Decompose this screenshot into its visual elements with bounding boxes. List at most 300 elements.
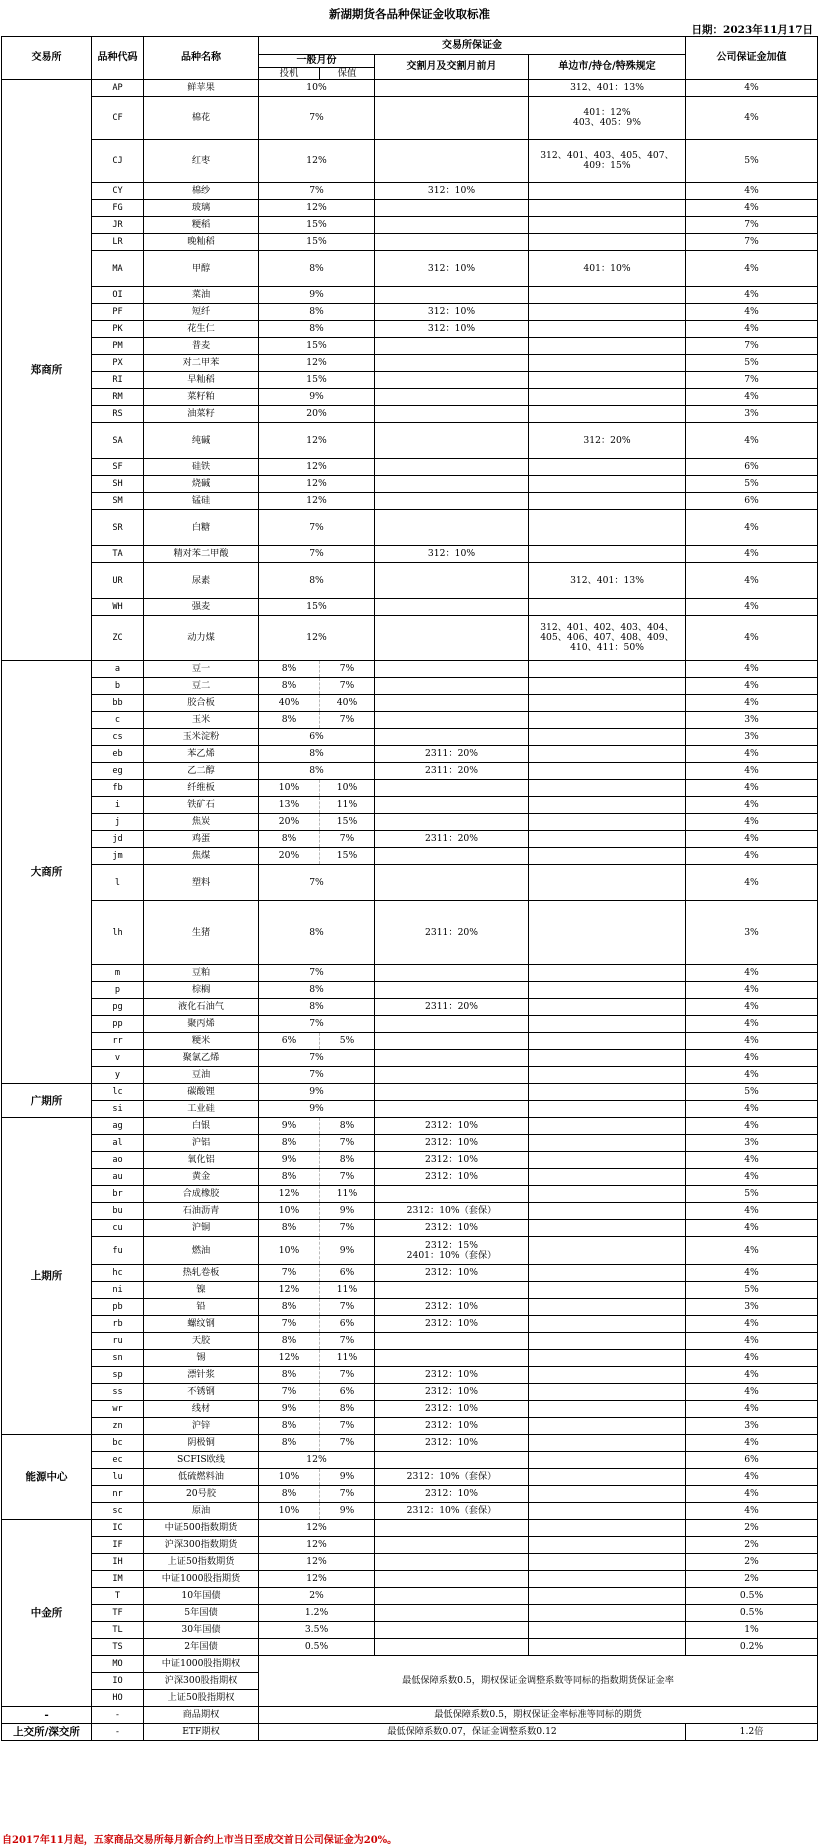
- spec-margin-cell: 8%: [259, 1435, 320, 1452]
- name-cell: 原油: [144, 1503, 259, 1520]
- code-cell: -: [92, 1724, 144, 1741]
- code-cell: IC: [92, 1520, 144, 1537]
- spec-margin-cell: 7%: [259, 1384, 320, 1401]
- company-add-cell: 4%: [686, 1316, 818, 1333]
- special-rule-cell: [529, 1152, 686, 1169]
- company-add-cell: 4%: [686, 814, 818, 831]
- special-rule-cell: [529, 1367, 686, 1384]
- name-cell: 普麦: [144, 338, 259, 355]
- hedge-margin-cell: 9%: [320, 1469, 375, 1486]
- table-row: [2, 459, 818, 476]
- company-add-cell: 3%: [686, 1135, 818, 1152]
- special-rule-cell: [529, 1067, 686, 1084]
- special-rule-cell: [529, 599, 686, 616]
- company-add-cell: 4%: [686, 797, 818, 814]
- general-margin-cell: 1.2%: [259, 1605, 375, 1622]
- special-rule-cell: [529, 661, 686, 678]
- general-margin-cell: 9%: [259, 1084, 375, 1101]
- table-row: [2, 140, 818, 183]
- table-row: [2, 372, 818, 389]
- name-cell: SCFIS欧线: [144, 1452, 259, 1469]
- header-exchange: 交易所: [2, 37, 92, 80]
- delivery-margin-cell: [375, 476, 529, 493]
- table-row: [2, 1350, 818, 1367]
- company-add-cell: 4%: [686, 746, 818, 763]
- company-add-cell: 3%: [686, 712, 818, 729]
- code-cell: nr: [92, 1486, 144, 1503]
- special-rule-cell: [529, 1605, 686, 1622]
- name-cell: 上证50股指期权: [144, 1690, 259, 1707]
- company-add-cell: 0.2%: [686, 1639, 818, 1656]
- exchange-cell: 大商所: [2, 661, 92, 1084]
- header-hedge: 保值: [320, 68, 375, 80]
- general-margin-cell: 9%: [259, 389, 375, 406]
- delivery-margin-cell: [375, 814, 529, 831]
- code-cell: ru: [92, 1333, 144, 1350]
- general-margin-cell: 12%: [259, 1554, 375, 1571]
- spec-margin-cell: 8%: [259, 1333, 320, 1350]
- hedge-margin-cell: 8%: [320, 1152, 375, 1169]
- name-cell: 10年国债: [144, 1588, 259, 1605]
- special-rule-cell: [529, 304, 686, 321]
- company-add-cell: 4%: [686, 780, 818, 797]
- table-row: [2, 234, 818, 251]
- spec-margin-cell: 9%: [259, 1401, 320, 1418]
- name-cell: 中证500指数期货: [144, 1520, 259, 1537]
- hedge-margin-cell: 11%: [320, 797, 375, 814]
- name-cell: 5年国债: [144, 1605, 259, 1622]
- company-add-cell: 4%: [686, 1486, 818, 1503]
- code-cell: JR: [92, 217, 144, 234]
- code-cell: fb: [92, 780, 144, 797]
- delivery-margin-cell: 2311：20%: [375, 999, 529, 1016]
- company-add-cell: 4%: [686, 1503, 818, 1520]
- code-cell: a: [92, 661, 144, 678]
- company-add-cell: 3%: [686, 406, 818, 423]
- code-cell: IO: [92, 1673, 144, 1690]
- delivery-margin-cell: 2312：10%: [375, 1418, 529, 1435]
- hedge-margin-cell: 7%: [320, 1169, 375, 1186]
- delivery-margin-cell: [375, 140, 529, 183]
- name-cell: 棉纱: [144, 183, 259, 200]
- table-row: [2, 1016, 818, 1033]
- hedge-margin-cell: 9%: [320, 1503, 375, 1520]
- code-cell: -: [92, 1707, 144, 1724]
- company-add-cell: 4%: [686, 200, 818, 217]
- general-margin-cell: 7%: [259, 865, 375, 901]
- code-cell: CF: [92, 97, 144, 140]
- delivery-margin-cell: 2311：20%: [375, 746, 529, 763]
- code-cell: p: [92, 982, 144, 999]
- name-cell: 豆一: [144, 661, 259, 678]
- name-cell: 液化石油气: [144, 999, 259, 1016]
- special-rule-cell: [529, 321, 686, 338]
- general-margin-cell: 12%: [259, 616, 375, 661]
- name-cell: 鲜苹果: [144, 80, 259, 97]
- company-add-cell: 4%: [686, 678, 818, 695]
- code-cell: eb: [92, 746, 144, 763]
- company-add-cell: 4%: [686, 546, 818, 563]
- table-row: [2, 1169, 818, 1186]
- table-row: [2, 493, 818, 510]
- name-cell: 玻璃: [144, 200, 259, 217]
- special-rule-cell: [529, 1118, 686, 1135]
- code-cell: lh: [92, 901, 144, 965]
- special-rule-cell: [529, 814, 686, 831]
- table-row: [2, 1101, 818, 1118]
- company-add-cell: 4%: [686, 1350, 818, 1367]
- company-add-cell: 2%: [686, 1537, 818, 1554]
- code-cell: IH: [92, 1554, 144, 1571]
- delivery-margin-cell: [375, 1050, 529, 1067]
- table-row: [2, 1520, 818, 1537]
- table-row: [2, 1237, 818, 1265]
- special-rule-cell: [529, 217, 686, 234]
- table-row: [2, 1639, 818, 1656]
- header-name: 品种名称: [144, 37, 259, 80]
- special-rule-cell: [529, 695, 686, 712]
- general-margin-cell: 8%: [259, 999, 375, 1016]
- code-cell: AP: [92, 80, 144, 97]
- table-row: [2, 1622, 818, 1639]
- code-cell: SF: [92, 459, 144, 476]
- general-margin-cell: 2%: [259, 1588, 375, 1605]
- hedge-margin-cell: 7%: [320, 1418, 375, 1435]
- delivery-margin-cell: [375, 678, 529, 695]
- delivery-margin-cell: [375, 1622, 529, 1639]
- code-cell: UR: [92, 563, 144, 599]
- name-cell: 玉米淀粉: [144, 729, 259, 746]
- page-title: 新湖期货各品种保证金收取标准: [329, 7, 490, 21]
- name-cell: 苯乙烯: [144, 746, 259, 763]
- option-rule-cell: 最低保障系数0.5，期权保证金率标准等同标的期货: [259, 1707, 818, 1724]
- code-cell: LR: [92, 234, 144, 251]
- delivery-margin-cell: 2312：10%: [375, 1401, 529, 1418]
- name-cell: 铁矿石: [144, 797, 259, 814]
- general-margin-cell: 12%: [259, 140, 375, 183]
- company-add-cell: 4%: [686, 865, 818, 901]
- hedge-margin-cell: 7%: [320, 1435, 375, 1452]
- hedge-margin-cell: 11%: [320, 1350, 375, 1367]
- table-row: [2, 1656, 818, 1673]
- table-row: [2, 746, 818, 763]
- margin-table: [1, 36, 818, 1741]
- code-cell: lc: [92, 1084, 144, 1101]
- special-rule-cell: [529, 459, 686, 476]
- company-add-cell: 5%: [686, 1186, 818, 1203]
- spec-margin-cell: 12%: [259, 1350, 320, 1367]
- company-add-cell: 3%: [686, 729, 818, 746]
- name-cell: 线材: [144, 1401, 259, 1418]
- company-add-cell: 4%: [686, 183, 818, 200]
- special-rule-cell: [529, 1520, 686, 1537]
- name-cell: 纯碱: [144, 423, 259, 459]
- name-cell: 鸡蛋: [144, 831, 259, 848]
- delivery-margin-cell: [375, 1016, 529, 1033]
- name-cell: 工业硅: [144, 1101, 259, 1118]
- name-cell: 不锈钢: [144, 1384, 259, 1401]
- code-cell: CY: [92, 183, 144, 200]
- delivery-margin-cell: 2312：10%: [375, 1486, 529, 1503]
- header-unilateral: 单边市/持仓/特殊规定: [529, 55, 686, 80]
- company-add-cell: 1.2倍: [686, 1724, 818, 1741]
- name-cell: 粳米: [144, 1033, 259, 1050]
- company-add-cell: 4%: [686, 321, 818, 338]
- name-cell: 棕榈: [144, 982, 259, 999]
- table-row: [2, 661, 818, 678]
- spec-margin-cell: 8%: [259, 831, 320, 848]
- table-row: [2, 1299, 818, 1316]
- hedge-margin-cell: 6%: [320, 1384, 375, 1401]
- table-row: [2, 1203, 818, 1220]
- hedge-margin-cell: 5%: [320, 1033, 375, 1050]
- table-row: [2, 1033, 818, 1050]
- exchange-cell: -: [2, 1707, 92, 1724]
- option-rule-cell: 最低保障系数0.5，期权保证金调整系数等同标的指数期货保证金率: [259, 1656, 818, 1707]
- code-cell: SA: [92, 423, 144, 459]
- company-add-cell: 1%: [686, 1622, 818, 1639]
- general-margin-cell: 7%: [259, 1016, 375, 1033]
- company-add-cell: 4%: [686, 1067, 818, 1084]
- hedge-margin-cell: 6%: [320, 1265, 375, 1282]
- table-row: [2, 510, 818, 546]
- code-cell: au: [92, 1169, 144, 1186]
- name-cell: 沪铜: [144, 1220, 259, 1237]
- spec-margin-cell: 8%: [259, 678, 320, 695]
- company-add-cell: 3%: [686, 1299, 818, 1316]
- hedge-margin-cell: 7%: [320, 1367, 375, 1384]
- special-rule-cell: [529, 1452, 686, 1469]
- company-add-cell: 5%: [686, 1282, 818, 1299]
- exchange-cell: 能源中心: [2, 1435, 92, 1520]
- general-margin-cell: 10%: [259, 80, 375, 97]
- spec-margin-cell: 8%: [259, 1486, 320, 1503]
- code-cell: SR: [92, 510, 144, 546]
- hedge-margin-cell: 7%: [320, 1486, 375, 1503]
- name-cell: 锡: [144, 1350, 259, 1367]
- special-rule-cell: [529, 1384, 686, 1401]
- spec-margin-cell: 8%: [259, 1169, 320, 1186]
- table-row: [2, 251, 818, 287]
- code-cell: sn: [92, 1350, 144, 1367]
- delivery-margin-cell: [375, 372, 529, 389]
- table-row: [2, 712, 818, 729]
- delivery-margin-cell: [375, 1571, 529, 1588]
- company-add-cell: 7%: [686, 338, 818, 355]
- company-add-cell: 0.5%: [686, 1605, 818, 1622]
- delivery-margin-cell: 2312：10%: [375, 1135, 529, 1152]
- code-cell: jm: [92, 848, 144, 865]
- delivery-margin-cell: 312：10%: [375, 251, 529, 287]
- special-rule-cell: [529, 1084, 686, 1101]
- name-cell: 焦煤: [144, 848, 259, 865]
- table-row: [2, 1220, 818, 1237]
- name-cell: 精对苯二甲酸: [144, 546, 259, 563]
- spec-margin-cell: 8%: [259, 712, 320, 729]
- company-add-cell: 4%: [686, 80, 818, 97]
- company-add-cell: 4%: [686, 661, 818, 678]
- table-row: [2, 1452, 818, 1469]
- company-add-cell: 4%: [686, 1220, 818, 1237]
- delivery-margin-cell: [375, 1537, 529, 1554]
- hedge-margin-cell: 7%: [320, 712, 375, 729]
- special-rule-cell: [529, 1016, 686, 1033]
- table-row: [2, 729, 818, 746]
- delivery-margin-cell: [375, 1554, 529, 1571]
- delivery-margin-cell: 2312：10%: [375, 1118, 529, 1135]
- name-cell: 短纤: [144, 304, 259, 321]
- special-rule-cell: [529, 865, 686, 901]
- company-add-cell: 4%: [686, 423, 818, 459]
- general-margin-cell: 8%: [259, 321, 375, 338]
- spec-margin-cell: 13%: [259, 797, 320, 814]
- special-rule-cell: [529, 712, 686, 729]
- table-row: [2, 1118, 818, 1135]
- special-rule-cell: [529, 493, 686, 510]
- table-row: [2, 200, 818, 217]
- name-cell: 中证1000股指期货: [144, 1571, 259, 1588]
- hedge-margin-cell: 15%: [320, 848, 375, 865]
- table-row: [2, 1571, 818, 1588]
- table-row: [2, 389, 818, 406]
- table-row: [2, 1186, 818, 1203]
- code-cell: zn: [92, 1418, 144, 1435]
- table-row: [2, 338, 818, 355]
- name-cell: 乙二醇: [144, 763, 259, 780]
- name-cell: 花生仁: [144, 321, 259, 338]
- general-margin-cell: 12%: [259, 1452, 375, 1469]
- hedge-margin-cell: 11%: [320, 1282, 375, 1299]
- company-add-cell: 2%: [686, 1554, 818, 1571]
- special-rule-cell: [529, 389, 686, 406]
- name-cell: 对二甲苯: [144, 355, 259, 372]
- special-rule-cell: [529, 1588, 686, 1605]
- exchange-cell: 上交所/深交所: [2, 1724, 92, 1741]
- spec-margin-cell: 20%: [259, 848, 320, 865]
- special-rule-cell: [529, 183, 686, 200]
- exchange-cell: 郑商所: [2, 80, 92, 661]
- name-cell: 玉米: [144, 712, 259, 729]
- spec-margin-cell: 8%: [259, 661, 320, 678]
- name-cell: 聚丙烯: [144, 1016, 259, 1033]
- special-rule-cell: [529, 476, 686, 493]
- special-rule-cell: 312、401：13%: [529, 563, 686, 599]
- report-date: 日期：2023年11月17日: [691, 24, 813, 36]
- hedge-margin-cell: 40%: [320, 695, 375, 712]
- delivery-margin-cell: [375, 1639, 529, 1656]
- company-add-cell: 4%: [686, 695, 818, 712]
- exchange-cell: 中金所: [2, 1520, 92, 1707]
- code-cell: OI: [92, 287, 144, 304]
- special-rule-cell: [529, 999, 686, 1016]
- company-add-cell: 5%: [686, 476, 818, 493]
- delivery-margin-cell: 2312：10%: [375, 1316, 529, 1333]
- name-cell: 焦炭: [144, 814, 259, 831]
- company-add-cell: 4%: [686, 599, 818, 616]
- name-cell: 白糖: [144, 510, 259, 546]
- name-cell: 晚籼稻: [144, 234, 259, 251]
- special-rule-cell: [529, 1469, 686, 1486]
- special-rule-cell: [529, 1050, 686, 1067]
- code-cell: RM: [92, 389, 144, 406]
- general-margin-cell: 12%: [259, 459, 375, 476]
- header-exchange-margin: 交易所保证金: [259, 37, 686, 55]
- special-rule-cell: [529, 1401, 686, 1418]
- company-add-cell: 7%: [686, 234, 818, 251]
- hedge-margin-cell: 9%: [320, 1203, 375, 1220]
- name-cell: 20号胶: [144, 1486, 259, 1503]
- general-margin-cell: 15%: [259, 234, 375, 251]
- delivery-margin-cell: [375, 1186, 529, 1203]
- name-cell: 碳酸锂: [144, 1084, 259, 1101]
- general-margin-cell: 12%: [259, 1520, 375, 1537]
- company-add-cell: 4%: [686, 1367, 818, 1384]
- table-row: [2, 1401, 818, 1418]
- hedge-margin-cell: 6%: [320, 1316, 375, 1333]
- name-cell: 商品期权: [144, 1707, 259, 1724]
- name-cell: 阴极铜: [144, 1435, 259, 1452]
- special-rule-cell: [529, 1418, 686, 1435]
- spec-margin-cell: 10%: [259, 1503, 320, 1520]
- name-cell: 中证1000股指期权: [144, 1656, 259, 1673]
- delivery-margin-cell: [375, 1282, 529, 1299]
- delivery-margin-cell: 2312：10%: [375, 1384, 529, 1401]
- code-cell: TF: [92, 1605, 144, 1622]
- table-row: [2, 287, 818, 304]
- table-row: [2, 97, 818, 140]
- delivery-margin-cell: [375, 982, 529, 999]
- delivery-margin-cell: [375, 510, 529, 546]
- table-row: [2, 1265, 818, 1282]
- special-rule-cell: [529, 1486, 686, 1503]
- spec-margin-cell: 10%: [259, 780, 320, 797]
- code-cell: MA: [92, 251, 144, 287]
- company-add-cell: 4%: [686, 1016, 818, 1033]
- spec-margin-cell: 10%: [259, 1203, 320, 1220]
- code-cell: HO: [92, 1690, 144, 1707]
- code-cell: PX: [92, 355, 144, 372]
- delivery-margin-cell: [375, 729, 529, 746]
- general-margin-cell: 15%: [259, 338, 375, 355]
- company-add-cell: 4%: [686, 510, 818, 546]
- company-add-cell: 4%: [686, 1237, 818, 1265]
- name-cell: 镍: [144, 1282, 259, 1299]
- company-add-cell: 4%: [686, 1265, 818, 1282]
- special-rule-cell: [529, 848, 686, 865]
- spec-margin-cell: 7%: [259, 1316, 320, 1333]
- company-add-cell: 4%: [686, 1152, 818, 1169]
- special-rule-cell: [529, 1169, 686, 1186]
- table-row: [2, 1554, 818, 1571]
- delivery-margin-cell: 312：10%: [375, 183, 529, 200]
- delivery-margin-cell: [375, 780, 529, 797]
- name-cell: 红枣: [144, 140, 259, 183]
- code-cell: b: [92, 678, 144, 695]
- code-cell: jd: [92, 831, 144, 848]
- delivery-margin-cell: [375, 338, 529, 355]
- name-cell: 豆二: [144, 678, 259, 695]
- hedge-margin-cell: 11%: [320, 1186, 375, 1203]
- name-cell: 粳稻: [144, 217, 259, 234]
- hedge-margin-cell: 10%: [320, 780, 375, 797]
- code-cell: cs: [92, 729, 144, 746]
- special-rule-cell: [529, 1299, 686, 1316]
- general-margin-cell: 0.5%: [259, 1639, 375, 1656]
- code-cell: ao: [92, 1152, 144, 1169]
- delivery-margin-cell: 2312：10%: [375, 1299, 529, 1316]
- company-add-cell: 6%: [686, 459, 818, 476]
- table-row: [2, 1152, 818, 1169]
